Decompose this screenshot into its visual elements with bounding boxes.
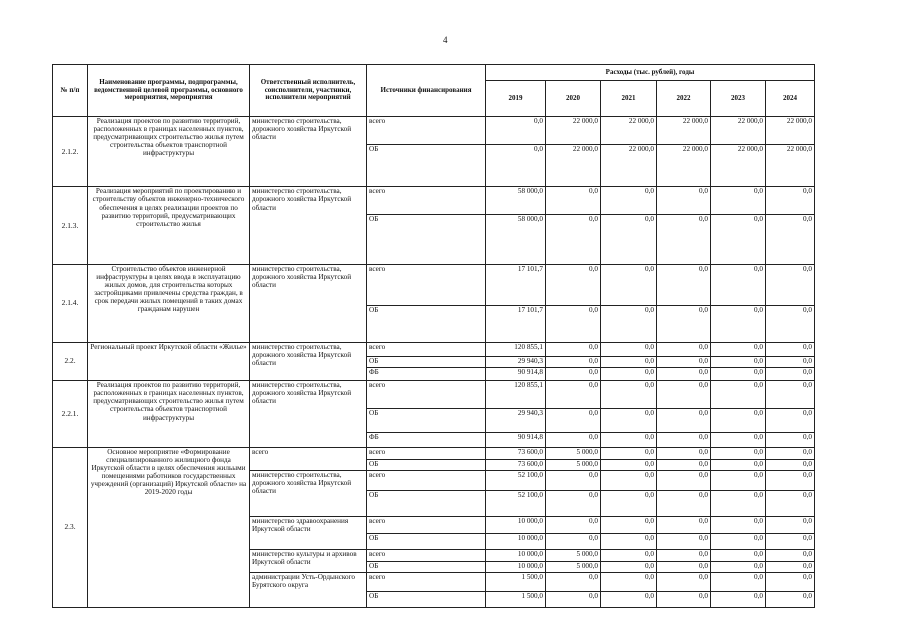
amount-cell: 0,0 (601, 447, 657, 459)
amount-cell: 0,0 (766, 534, 815, 549)
amount-cell: 0,0 (766, 516, 815, 533)
amount-cell: 0,0 (657, 381, 711, 409)
amount-cell: 0,0 (546, 187, 601, 215)
amount-cell: 0,0 (546, 264, 601, 305)
funding-source: ФБ (367, 433, 486, 447)
amount-cell: 29 940,3 (486, 408, 546, 432)
executor-name: министерство культуры и архивов Иркутской области (250, 549, 367, 572)
funding-source: ОБ (367, 534, 486, 549)
activity-name: Реализация проектов по развитию территорий, расположенных в границах населенных пунктов, предусматривающих строительство жилья путем строительства объектов транспортной инфраструктуры (88, 381, 250, 447)
amount-cell: 0,0 (766, 549, 815, 561)
amount-cell: 0,0 (711, 549, 766, 561)
amount-cell: 0,0 (711, 264, 766, 305)
amount-cell: 0,0 (711, 408, 766, 432)
executor-name: министерство строительства, дорожного хозяйства Иркутской области (250, 471, 367, 517)
row-number: 2.1.2. (53, 117, 88, 187)
table-body (53, 117, 815, 608)
amount-cell: 0,0 (766, 433, 815, 447)
amount-cell: 22 000,0 (657, 144, 711, 187)
header-no: № п/п (53, 65, 88, 117)
amount-cell: 5 000,0 (546, 549, 601, 561)
amount-cell: 0,0 (546, 214, 601, 264)
funding-source: ОБ (367, 214, 486, 264)
amount-cell: 0,0 (766, 573, 815, 592)
page-number: 4 (443, 35, 448, 45)
amount-cell: 0,0 (711, 534, 766, 549)
row-number: 2.3. (53, 447, 88, 607)
activity-name: Строительство объектов инженерной инфраструктуры в целях ввода в эксплуатацию жилых домов, для строительства которых застройщиками привлечены средства граждан, в срок передачи жилых помещений в таких домах гражданам нарушен (88, 264, 250, 342)
amount-cell: 0,0 (711, 561, 766, 572)
header-year: 2023 (711, 81, 766, 117)
amount-cell: 73 600,0 (486, 447, 546, 459)
financing-table (52, 64, 815, 608)
amount-cell: 29 940,3 (486, 356, 546, 367)
amount-cell: 0,0 (766, 491, 815, 517)
amount-cell: 0,0 (766, 187, 815, 215)
funding-source: ОБ (367, 305, 486, 342)
header-year: 2021 (601, 81, 657, 117)
amount-cell: 0,0 (657, 491, 711, 517)
amount-cell: 0,0 (601, 433, 657, 447)
amount-cell: 0,0 (711, 342, 766, 356)
amount-cell: 0,0 (601, 592, 657, 608)
amount-cell: 0,0 (657, 592, 711, 608)
amount-cell: 52 100,0 (486, 471, 546, 491)
activity-name: Реализация мероприятий по проектированию и строительству объектов инженерно-технического обеспечения в целях реализации проектов по развитию территорий, предусматривающих строительство жилья (88, 187, 250, 265)
amount-cell: 90 914,8 (486, 368, 546, 381)
row-number: 2.2.1. (53, 381, 88, 447)
funding-source: ОБ (367, 491, 486, 517)
amount-cell: 1 500,0 (486, 592, 546, 608)
amount-cell: 0,0 (601, 573, 657, 592)
amount-cell: 0,0 (711, 573, 766, 592)
amount-cell: 0,0 (766, 342, 815, 356)
amount-cell: 0,0 (657, 305, 711, 342)
amount-cell: 0,0 (546, 356, 601, 367)
amount-cell: 22 000,0 (711, 117, 766, 145)
amount-cell: 1 500,0 (486, 573, 546, 592)
amount-cell: 0,0 (657, 356, 711, 367)
amount-cell: 0,0 (766, 214, 815, 264)
table-row (53, 117, 815, 145)
amount-cell: 0,0 (657, 342, 711, 356)
funding-source: всего (367, 549, 486, 561)
amount-cell: 0,0 (657, 573, 711, 592)
executor-name: министерство здравоохранения Иркутской области (250, 516, 367, 549)
amount-cell: 58 000,0 (486, 214, 546, 264)
amount-cell: 0,0 (766, 561, 815, 572)
amount-cell: 0,0 (657, 264, 711, 305)
amount-cell: 0,0 (657, 549, 711, 561)
amount-cell: 0,0 (601, 264, 657, 305)
amount-cell: 0,0 (711, 459, 766, 470)
funding-source: ОБ (367, 561, 486, 572)
amount-cell: 22 000,0 (711, 144, 766, 187)
row-number: 2.2. (53, 342, 88, 381)
amount-cell: 0,0 (546, 342, 601, 356)
funding-source: всего (367, 187, 486, 215)
amount-cell: 0,0 (601, 368, 657, 381)
amount-cell: 0,0 (546, 368, 601, 381)
amount-cell: 0,0 (711, 381, 766, 409)
amount-cell: 58 000,0 (486, 187, 546, 215)
amount-cell: 0,0 (601, 214, 657, 264)
funding-source: всего (367, 471, 486, 491)
header-source: Источники финансирования (367, 65, 486, 117)
amount-cell: 0,0 (601, 471, 657, 491)
amount-cell: 10 000,0 (486, 549, 546, 561)
amount-cell: 0,0 (766, 447, 815, 459)
amount-cell: 0,0 (657, 561, 711, 572)
amount-cell: 0,0 (546, 471, 601, 491)
executor-name: администрации Усть-Ордынского Бурятского округа (250, 573, 367, 608)
amount-cell: 0,0 (601, 534, 657, 549)
executor-name: министерство строительства, дорожного хозяйства Иркутской области (250, 381, 367, 447)
header-name: Наименование программы, подпрограммы, ведомственной целевой программы, основного мероприятия, мероприятия (88, 65, 250, 117)
executor-name: министерство строительства, дорожного хозяйства Иркутской области (250, 264, 367, 342)
amount-cell: 0,0 (711, 214, 766, 264)
amount-cell: 0,0 (657, 187, 711, 215)
row-number: 2.1.4. (53, 264, 88, 342)
amount-cell: 10 000,0 (486, 516, 546, 533)
executor-name: министерство строительства, дорожного хозяйства Иркутской области (250, 342, 367, 381)
amount-cell: 0,0 (711, 447, 766, 459)
amount-cell: 0,0 (546, 433, 601, 447)
table-row (53, 187, 815, 215)
amount-cell: 0,0 (711, 433, 766, 447)
amount-cell: 0,0 (766, 459, 815, 470)
amount-cell: 73 600,0 (486, 459, 546, 470)
amount-cell: 0,0 (601, 459, 657, 470)
amount-cell: 17 101,7 (486, 305, 546, 342)
funding-source: ОБ (367, 459, 486, 470)
amount-cell: 0,0 (546, 491, 601, 517)
funding-source: всего (367, 573, 486, 592)
amount-cell: 0,0 (711, 187, 766, 215)
amount-cell: 0,0 (601, 305, 657, 342)
amount-cell: 0,0 (711, 592, 766, 608)
amount-cell: 0,0 (601, 356, 657, 367)
funding-source: всего (367, 381, 486, 409)
activity-name: Региональный проект Иркутской области «Жилье» (88, 342, 250, 381)
amount-cell: 0,0 (601, 561, 657, 572)
amount-cell: 0,0 (601, 187, 657, 215)
funding-source: всего (367, 264, 486, 305)
header-year: 2019 (486, 81, 546, 117)
amount-cell: 0,0 (601, 381, 657, 409)
amount-cell: 0,0 (546, 381, 601, 409)
amount-cell: 0,0 (711, 491, 766, 517)
amount-cell: 0,0 (546, 516, 601, 533)
amount-cell: 0,0 (711, 516, 766, 533)
amount-cell: 0,0 (486, 144, 546, 187)
table-row (53, 381, 815, 409)
funding-source: всего (367, 342, 486, 356)
funding-source: ОБ (367, 356, 486, 367)
executor-name: всего (250, 447, 367, 470)
amount-cell: 120 855,1 (486, 381, 546, 409)
amount-cell: 22 000,0 (657, 117, 711, 145)
amount-cell: 0,0 (657, 447, 711, 459)
amount-cell: 0,0 (711, 356, 766, 367)
amount-cell: 0,0 (546, 408, 601, 432)
funding-source: всего (367, 516, 486, 533)
amount-cell: 0,0 (657, 516, 711, 533)
amount-cell: 10 000,0 (486, 561, 546, 572)
activity-name: Основное мероприятие «Формирование специализированного жилищного фонда Иркутской области в целях обеспечения жильыми помещениями работников государственных учреждений (организаций) Иркутской области» на 2019-2020 годы (88, 447, 250, 607)
amount-cell: 0,0 (711, 368, 766, 381)
amount-cell: 0,0 (601, 342, 657, 356)
amount-cell: 5 000,0 (546, 561, 601, 572)
amount-cell: 22 000,0 (766, 117, 815, 145)
amount-cell: 22 000,0 (546, 144, 601, 187)
funding-source: ОБ (367, 592, 486, 608)
funding-source: ОБ (367, 408, 486, 432)
amount-cell: 0,0 (546, 592, 601, 608)
activity-name: Реализация проектов по развитию территорий, расположенных в границах населенных пунктов, предусматривающих строительство жилья путем строительства объектов транспортной инфраструктуры (88, 117, 250, 187)
amount-cell: 0,0 (657, 459, 711, 470)
amount-cell: 0,0 (601, 516, 657, 533)
amount-cell: 0,0 (657, 534, 711, 549)
amount-cell: 22 000,0 (766, 144, 815, 187)
executor-name: министерство строительства, дорожного хозяйства Иркутской области (250, 187, 367, 265)
amount-cell: 0,0 (766, 381, 815, 409)
table-row (53, 447, 815, 459)
header-year: 2024 (766, 81, 815, 117)
amount-cell: 0,0 (601, 408, 657, 432)
amount-cell: 120 855,1 (486, 342, 546, 356)
amount-cell: 5 000,0 (546, 447, 601, 459)
amount-cell: 22 000,0 (546, 117, 601, 145)
header-executor: Ответственный исполнитель, соисполнители, участники, исполнители мероприятий (250, 65, 367, 117)
amount-cell: 0,0 (657, 214, 711, 264)
amount-cell: 0,0 (546, 534, 601, 549)
funding-source: всего (367, 447, 486, 459)
amount-cell: 22 000,0 (601, 117, 657, 145)
amount-cell: 0,0 (546, 573, 601, 592)
amount-cell: 90 914,8 (486, 433, 546, 447)
amount-cell: 0,0 (766, 471, 815, 491)
amount-cell: 0,0 (711, 305, 766, 342)
amount-cell: 0,0 (486, 117, 546, 145)
amount-cell: 0,0 (766, 408, 815, 432)
table-row (53, 342, 815, 356)
amount-cell: 0,0 (711, 471, 766, 491)
amount-cell: 0,0 (546, 305, 601, 342)
header-year: 2022 (657, 81, 711, 117)
amount-cell: 5 000,0 (546, 459, 601, 470)
header-expenses: Расходы (тыс. рублей), годы (486, 65, 815, 81)
amount-cell: 0,0 (657, 408, 711, 432)
amount-cell: 0,0 (766, 264, 815, 305)
amount-cell: 0,0 (657, 471, 711, 491)
amount-cell: 0,0 (766, 368, 815, 381)
amount-cell: 17 101,7 (486, 264, 546, 305)
amount-cell: 0,0 (657, 433, 711, 447)
header-year: 2020 (546, 81, 601, 117)
funding-source: всего (367, 117, 486, 145)
amount-cell: 0,0 (766, 592, 815, 608)
amount-cell: 10 000,0 (486, 534, 546, 549)
funding-source: ОБ (367, 144, 486, 187)
amount-cell: 22 000,0 (601, 144, 657, 187)
amount-cell: 0,0 (766, 356, 815, 367)
amount-cell: 0,0 (601, 549, 657, 561)
amount-cell: 0,0 (657, 368, 711, 381)
amount-cell: 0,0 (601, 491, 657, 517)
executor-name: министерство строительства, дорожного хозяйства Иркутской области (250, 117, 367, 187)
amount-cell: 0,0 (766, 305, 815, 342)
funding-source: ФБ (367, 368, 486, 381)
row-number: 2.1.3. (53, 187, 88, 265)
amount-cell: 52 100,0 (486, 491, 546, 517)
table-row (53, 264, 815, 305)
